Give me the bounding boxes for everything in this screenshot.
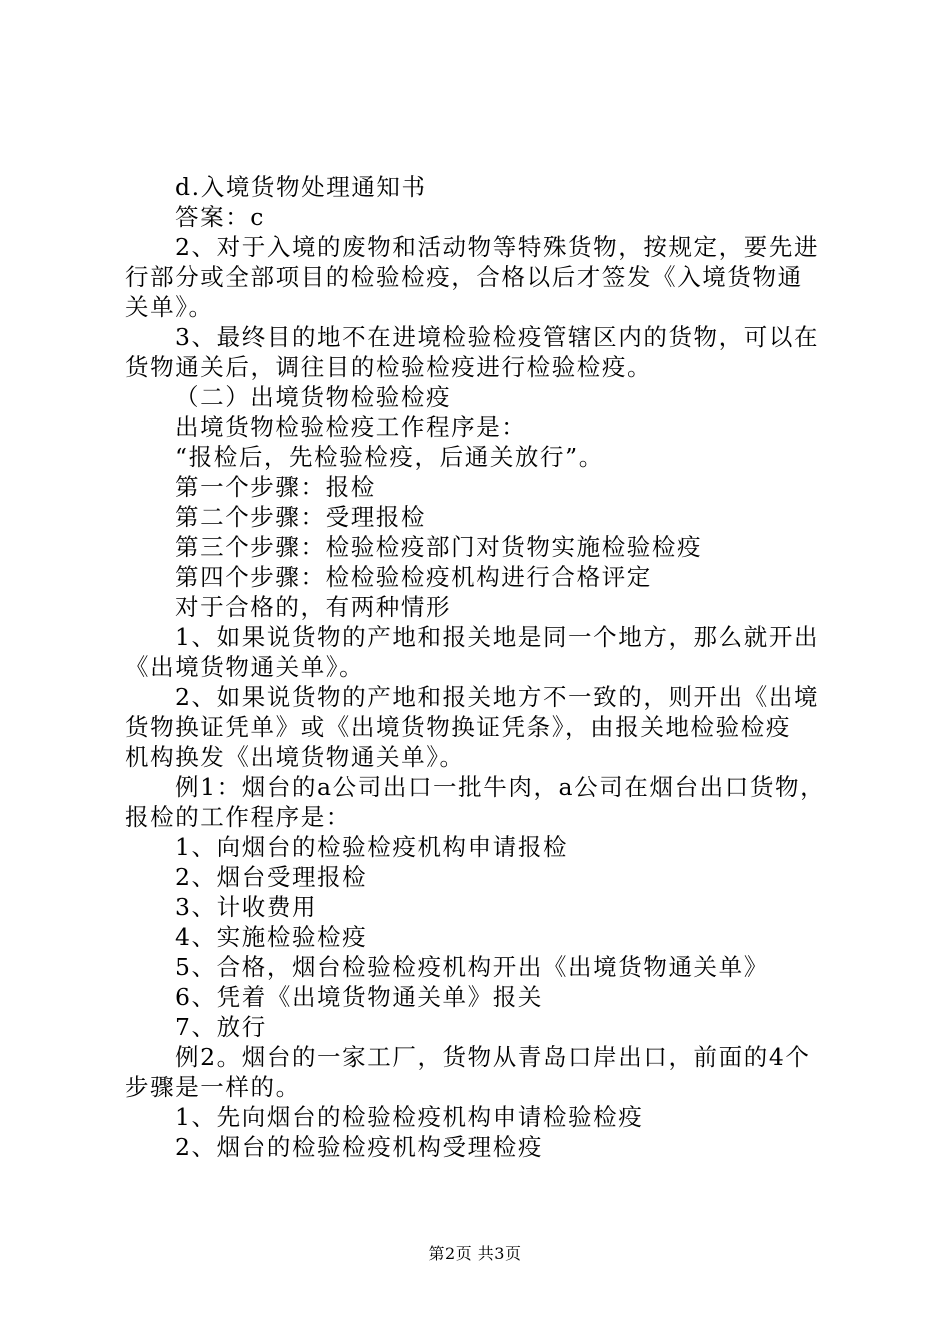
text-line: 出境货物检验检疫工作程序是： [175, 413, 527, 441]
text-line: 行部分或全部项目的检验检疫，合格以后才签发《入境货物通 [125, 263, 803, 291]
text-line: 答案：c [175, 203, 266, 231]
text-line: 3、计收费用 [175, 893, 318, 921]
text-line: 第三个步骤：检验检疫部门对货物实施检验检疫 [175, 533, 703, 561]
text-line: 例2。烟台的一家工厂，货物从青岛口岸出口，前面的4个 [175, 1043, 811, 1071]
text-line: 1、如果说货物的产地和报关地是同一个地方，那么就开出 [175, 623, 820, 651]
text-line: 2、烟台受理报检 [175, 863, 368, 891]
text-line: 货物换证凭单》或《出境货物换证凭条》，由报关地检验检疫 [125, 713, 791, 741]
text-line: 货物通关后，调往目的检验检疫进行检验检疫。 [125, 353, 653, 381]
text-line: 1、向烟台的检验检疫机构申请报检 [175, 833, 569, 861]
text-line: 3、最终目的地不在进境检验检疫管辖区内的货物，可以在 [175, 323, 820, 351]
text-line: 2、烟台的检验检疫机构受理检疫 [175, 1133, 543, 1161]
text-line: 1、先向烟台的检验检疫机构申请检验检疫 [175, 1103, 644, 1131]
text-line: 2、如果说货物的产地和报关地方不一致的，则开出《出境 [175, 683, 820, 711]
text-line: 《出境货物通关单》。 [125, 653, 365, 681]
text-line: 5、合格，烟台检验检疫机构开出《出境货物通关单》 [175, 953, 769, 981]
text-line: “报检后，先检验检疫，后通关放行”。 [175, 443, 604, 471]
text-line: 对于合格的，有两种情形 [175, 593, 452, 621]
text-line: 4、实施检验检疫 [175, 923, 368, 951]
text-line: 2、对于入境的废物和活动物等特殊货物，按规定，要先进 [175, 233, 820, 261]
section-heading: （二）出境货物检验检疫 [175, 383, 452, 411]
text-line: 7、放行 [175, 1013, 267, 1041]
text-line: 关单》。 [125, 293, 214, 321]
document-body [125, 172, 835, 1162]
text-line: 第一个步骤：报检 [175, 473, 376, 501]
text-line: 机构换发《出境货物通关单》。 [125, 743, 465, 771]
text-line: 步骤是一样的。 [125, 1073, 301, 1101]
page-number-footer: 第2页 共3页 [428, 1244, 522, 1263]
text-line: d.入境货物处理通知书 [175, 173, 427, 201]
text-line: 6、凭着《出境货物通关单》报关 [175, 983, 543, 1011]
text-line: 第二个步骤：受理报检 [175, 503, 426, 531]
text-line: 例1：烟台的a公司出口一批牛肉，a公司在烟台出口货物， [175, 773, 826, 801]
text-line: 报检的工作程序是： [125, 803, 351, 831]
text-line: 第四个步骤：检检验检疫机构进行合格评定 [175, 563, 652, 591]
